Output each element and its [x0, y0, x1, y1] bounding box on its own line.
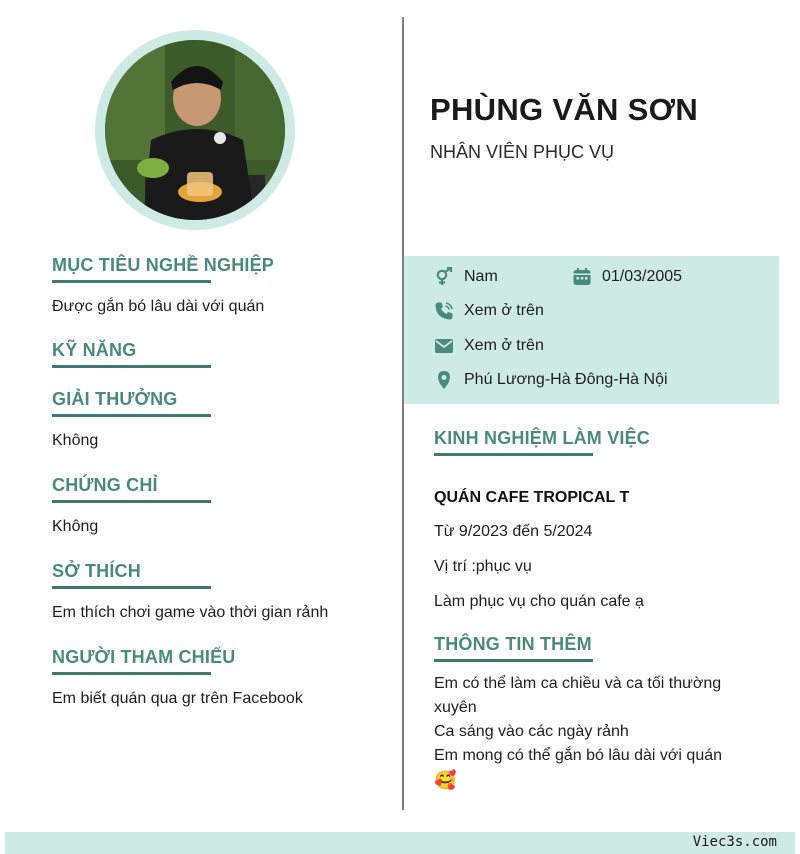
hobbies-text: Em thích chơi game vào thời gian rảnh — [52, 604, 329, 621]
section-underline — [52, 280, 211, 283]
left-column — [52, 255, 382, 709]
address-value: Phú Lương-Hà Đông-Hà Nội — [464, 371, 668, 388]
avatar — [105, 40, 285, 220]
emoji-icon: 🥰 — [434, 770, 457, 790]
certificates-title: CHỨNG CHỈ — [52, 475, 158, 495]
job-description: Làm phục vụ cho quán cafe ạ — [434, 593, 644, 610]
section-underline — [52, 414, 211, 417]
references-text: Em biết quán qua gr trên Facebook — [52, 690, 303, 707]
birthday-row — [572, 267, 682, 287]
section-underline — [52, 365, 211, 368]
job-position: Vị trí :phục vụ — [434, 558, 532, 575]
extra-line-3: Em mong có thể gắn bó lâu dài với quán — [434, 747, 723, 764]
extra-line-1: Em có thể làm ca chiều và ca tối thường xuyên — [434, 675, 722, 716]
gender-icon — [434, 267, 454, 287]
section-objective — [52, 255, 382, 317]
job-period: Từ 9/2023 đến 5/2024 — [434, 523, 593, 540]
gender-row — [434, 267, 498, 287]
email-row — [434, 336, 544, 356]
certificates-text: Không — [52, 518, 99, 535]
skills-title: KỸ NĂNG — [52, 340, 137, 360]
objective-text: Được gắn bó lâu dài với quán — [52, 298, 265, 315]
email-icon — [434, 336, 454, 356]
calendar-icon — [572, 267, 592, 287]
job-company: QUÁN CAFE TROPICAL T — [434, 489, 630, 506]
references-title: NGƯỜI THAM CHIẾU — [52, 647, 236, 667]
section-underline — [434, 453, 593, 456]
section-underline — [434, 659, 593, 662]
section-underline — [52, 500, 211, 503]
hobbies-title: SỞ THÍCH — [52, 561, 141, 581]
section-experience — [434, 428, 764, 614]
location-icon — [434, 370, 454, 390]
email-value: Xem ở trên — [464, 337, 544, 354]
section-extra — [434, 634, 764, 792]
awards-text: Không — [52, 432, 99, 449]
footer-brand: Viec3s.com — [692, 834, 777, 850]
birthday-value: 01/03/2005 — [602, 268, 683, 285]
footer-bar — [5, 832, 795, 854]
objective-title: MỤC TIÊU NGHỀ NGHIỆP — [52, 255, 275, 275]
phone-icon — [434, 301, 454, 321]
section-awards — [52, 389, 382, 451]
address-row — [434, 370, 668, 390]
section-certificates — [52, 475, 382, 537]
section-references — [52, 647, 382, 709]
section-skills — [52, 340, 382, 368]
phone-value: Xem ở trên — [464, 302, 544, 319]
extra-title: THÔNG TIN THÊM — [434, 634, 592, 654]
phone-row — [434, 301, 544, 321]
gender-value: Nam — [464, 268, 498, 285]
candidate-name: PHÙNG VĂN SƠN — [430, 92, 699, 127]
column-divider — [402, 17, 404, 810]
section-underline — [52, 586, 211, 589]
awards-title: GIẢI THƯỞNG — [52, 389, 178, 409]
experience-title: KINH NGHIỆM LÀM VIỆC — [434, 428, 651, 448]
section-underline — [52, 672, 211, 675]
section-hobbies — [52, 561, 382, 623]
contact-panel — [404, 256, 779, 404]
candidate-role: NHÂN VIÊN PHỤC VỤ — [430, 142, 615, 162]
extra-line-2: Ca sáng vào các ngày rảnh — [434, 723, 629, 740]
